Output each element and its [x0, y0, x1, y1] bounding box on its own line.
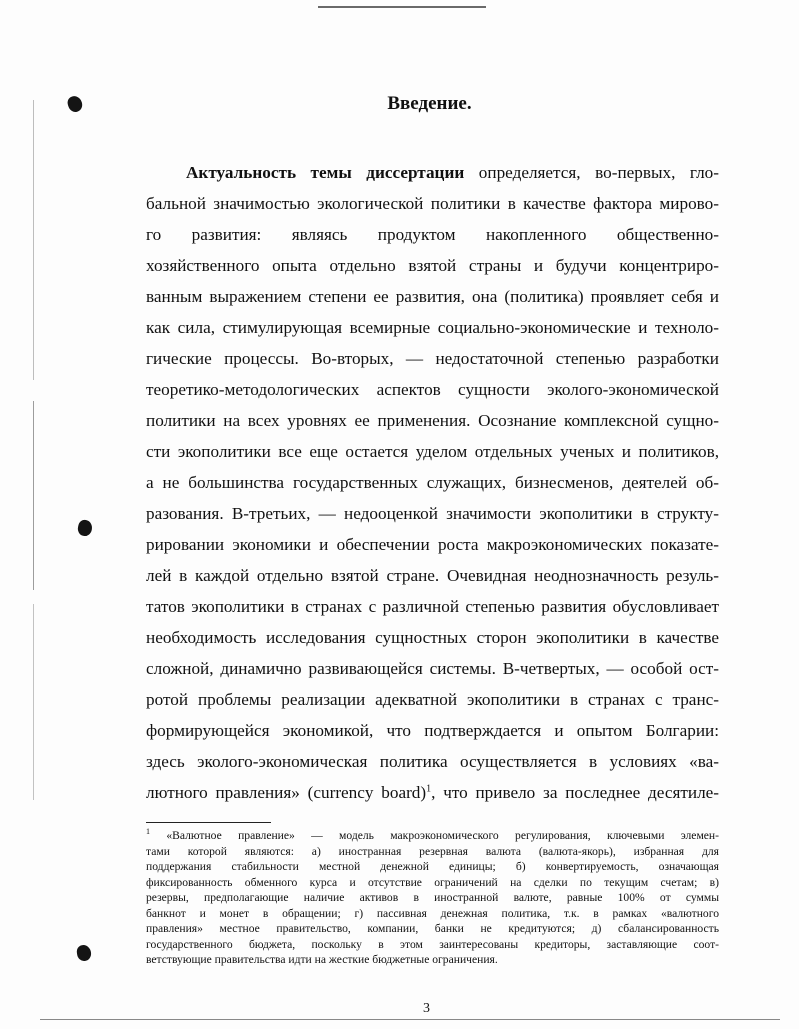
footnote-line: государственного бюджета, поскольку в этом заинтересованы кредиторы, заставляющие соот-	[146, 937, 719, 951]
paragraph-line: ротой проблемы реализации адекватной экополитики в странах с транс-	[146, 690, 719, 709]
footnote-line: правления» местное правительство, компании, банки не кредитуются; д) сбалансированность	[146, 922, 719, 935]
footnote-line	[146, 828, 719, 844]
paragraph-line: рировании экономики и обеспечении роста макроэкономических показате-	[146, 535, 719, 554]
footnote-reference[interactable]: 1	[426, 783, 432, 795]
paragraph-line: хозяйственного опыта отдельно взятой страны и будучи концентриро-	[146, 256, 719, 275]
paragraph-line: необходимость исследования сущностных сторон экополитики в качестве	[146, 628, 719, 647]
footnote-line: поддержания стабильности местной денежной единицы; б) конвертируемость, означающая	[146, 860, 719, 873]
footnote-marker: 1	[146, 827, 150, 837]
paragraph-line: го развития: являясь продуктом накопленного общественно-	[146, 225, 719, 244]
paragraph-lead-bold: Актуальность темы диссертации	[186, 163, 465, 182]
paragraph-line: как сила, стимулирующая всемирные социально-экономические и техноло-	[146, 318, 719, 337]
paragraph-line: теоретико-методологических аспектов сущности эколого-экономической	[146, 380, 719, 399]
scan-artifact-left-edge	[33, 100, 34, 800]
paragraph-line: бальной значимостью экологической политики в качестве фактора мирово-	[146, 194, 719, 213]
footnote-line: резервы, предполагающие наличие активов в иностранной валюте, равные 100% от суммы	[146, 891, 719, 904]
paragraph-line: разования. В-третьих, — недооценкой значимости экополитики в структу-	[146, 504, 719, 523]
footnote-line: тами которой являются: а) иностранная резервная валюта (валюта-якорь), избранная для	[146, 844, 719, 858]
footnote-line: ветствующие правительства идти на жесткие бюджетные ограничения.	[146, 953, 498, 966]
paragraph-line: гические процессы. Во-вторых, — недостаточной степенью разработки	[146, 349, 719, 368]
body-paragraph	[146, 157, 719, 808]
punch-hole-mark	[76, 944, 92, 962]
paragraph-line: здесь эколого-экономическая политика осуществляется в условиях «ва-	[146, 752, 719, 771]
scan-artifact-bottom-line	[40, 1019, 780, 1020]
paragraph-line-text: , что привело за последнее десятиле-	[431, 783, 719, 802]
paragraph-line: татов экополитики в странах с различной степенью развития обусловливает	[146, 597, 719, 616]
footnote-line-text: «Валютное правление» — модель макроэкономического регулирования, ключевыми элемен-	[166, 829, 719, 842]
paragraph-line: политики на всех уровнях ее применения. Осознание комплексной сущно-	[146, 411, 719, 430]
paragraph-line: а не большинства государственных служащих, бизнесменов, деятелей об-	[146, 473, 719, 492]
footnote	[146, 828, 719, 968]
punch-hole-mark	[76, 519, 93, 538]
paragraph-line: сложной, динамично развивающейся системы. В-четвертых, — особой ост-	[146, 659, 719, 678]
paragraph-line: ванным выражением степени ее развития, она (политика) проявляет себя и	[146, 287, 719, 306]
page-number: 3	[423, 1001, 430, 1016]
paragraph-line: формирующейся экономикой, что подтверждается и опытом Болгарии:	[146, 721, 719, 740]
footnote-separator	[146, 822, 271, 823]
paragraph-line: лей в каждой отдельно взятой стране. Очевидная неоднозначность резуль-	[146, 566, 719, 585]
paragraph-line-text: определяется, во-первых, гло-	[478, 163, 720, 182]
scan-artifact-top-line	[318, 6, 486, 8]
paragraph-line: сти экополитики все еще остается уделом отдельных ученых и политиков,	[146, 442, 719, 461]
paragraph-line-1	[146, 157, 719, 188]
footnote-line: фиксированность обменного курса и отсутствие ограничений на сделки по текущим счетам; в)	[146, 875, 719, 889]
paragraph-line-with-note	[146, 777, 719, 808]
paragraph-line-text: лютного правления» (currency board)	[146, 783, 427, 802]
footnote-line: банкнот и монет в обращении; г) пассивная денежная политика, т.к. в рамках «валютного	[146, 906, 719, 920]
section-title: Введение.	[387, 93, 472, 114]
